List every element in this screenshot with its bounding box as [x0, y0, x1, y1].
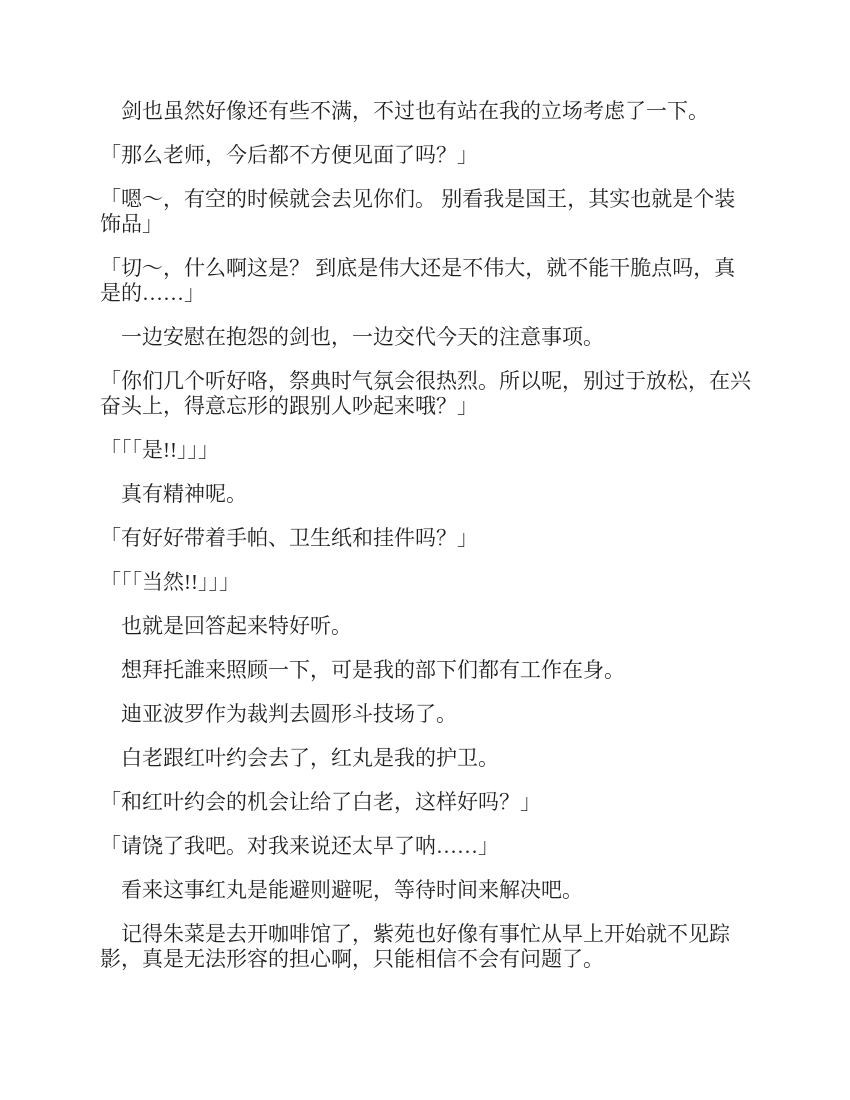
- paragraph-narration: 剑也虽然好像还有些不满，不过也有站在我的立场考虑了一下。: [100, 99, 709, 123]
- paragraph-narration: 迪亚波罗作为裁判去圆形斗技场了。: [100, 702, 457, 726]
- paragraph-narration: 白老跟红叶约会去了，红丸是我的护卫。: [100, 746, 499, 770]
- paragraph-narration: 记得朱菜是去开咖啡馆了，紫苑也好像有事忙从早上开始就不见踪影，真是无法形容的担心啊，只能相信不会有问题了。: [100, 922, 730, 971]
- paragraph-dialogue: 「嗯～，有空的时候就会去见你们。 别看我是国王，其实也就是个装饰品」: [100, 187, 736, 236]
- paragraph-narration: 真有精神呢。: [100, 482, 247, 506]
- paragraph-dialogue: 「请饶了我吧。对我来说还太早了呐……」: [100, 834, 499, 858]
- paragraph-dialogue: 「切～，什么啊这是？ 到底是伟大还是不伟大，就不能干脆点吗，真是的……」: [100, 256, 736, 305]
- paragraph-narration: 看来这事红丸是能避则避呢，等待时间来解决吧。: [100, 878, 583, 902]
- paragraph-dialogue: 「有好好带着手帕、卫生纸和挂件吗？」: [100, 526, 478, 550]
- paragraph-narration: 也就是回答起来特好听。: [100, 614, 352, 638]
- paragraph-dialogue: 「你们几个听好咯，祭典时气氛会很热烈。所以呢，别过于放松，在兴奋头上，得意忘形的跟别人吵起来哦？」: [100, 369, 751, 418]
- paragraph-narration: 想拜托誰来照顾一下，可是我的部下们都有工作在身。: [100, 658, 625, 682]
- paragraph-dialogue: 「和红叶约会的机会让给了白老，这样好吗？」: [100, 790, 541, 814]
- paragraph-dialogue: 「「「是!!」」」: [100, 438, 219, 462]
- paragraph-dialogue: 「「「当然!!」」」: [100, 570, 240, 594]
- paragraph-narration: 一边安慰在抱怨的剑也，一边交代今天的注意事项。: [100, 325, 604, 349]
- paragraph-dialogue: 「那么老师，今后都不方便见面了吗？」: [100, 143, 478, 167]
